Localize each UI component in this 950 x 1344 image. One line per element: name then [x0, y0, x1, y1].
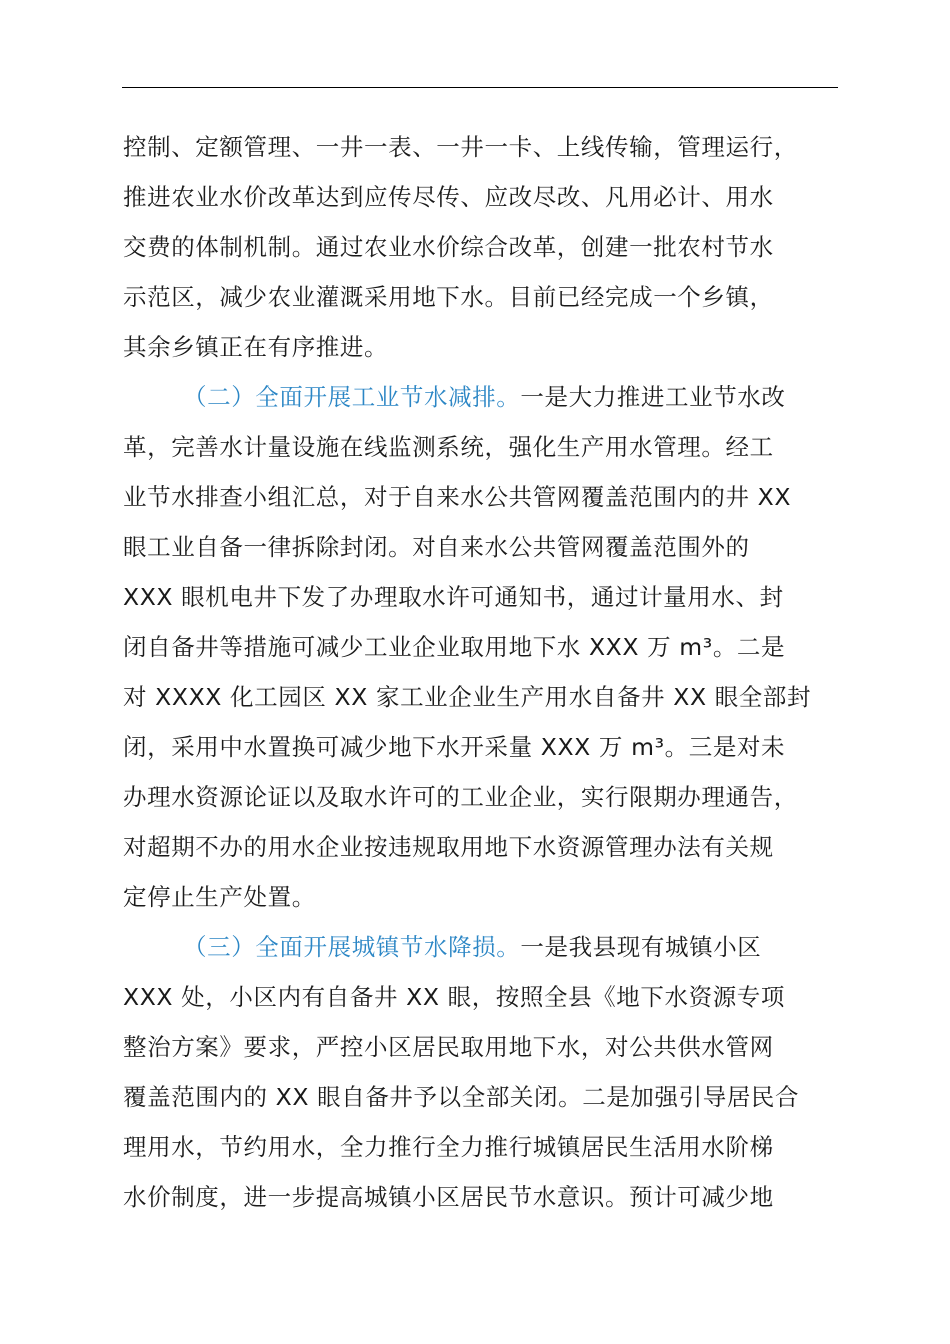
section-heading-industrial: （二）全面开展工业节水减排。 [183, 383, 521, 411]
text-line: 其余乡镇正在有序推进。 [123, 333, 389, 361]
text-line: 示范区，减少农业灌溉采用地下水。目前已经完成一个乡镇， [123, 283, 774, 311]
text-line: 水价制度，进一步提高城镇小区居民节水意识。预计可减少地 [123, 1183, 774, 1211]
text-line: 覆盖范围内的 XX 眼自备井予以全部关闭。二是加强引导居民合 [123, 1083, 800, 1111]
text-line: 整治方案》要求，严控小区居民取用地下水，对公共供水管网 [123, 1033, 774, 1061]
paragraph-agriculture-continuation [123, 126, 863, 376]
text-line: 推进农业水价改革达到应传尽传、应改尽改、凡用必计、用水 [123, 183, 774, 211]
text-line: 控制、定额管理、一井一表、一井一卡、上线传输，管理运行， [123, 133, 798, 161]
document-body [123, 126, 863, 1226]
text-run: 一是大力推进工业节水改 [520, 383, 786, 411]
text-line: 定停止生产处置。 [123, 883, 316, 911]
text-line: 革，完善水计量设施在线监测系统，强化生产用水管理。经工 [123, 433, 774, 461]
text-run: 一是我县现有城镇小区 [520, 933, 762, 961]
paragraph-industrial-water-saving [123, 376, 863, 926]
text-line: 闭，采用中水置换可减少地下水开采量 XXX 万 m³。三是对未 [123, 733, 786, 761]
text-line: 业节水排查小组汇总，对于自来水公共管网覆盖范围内的井 XX [123, 483, 792, 511]
text-line: XXX 处，小区内有自备井 XX 眼，按照全县《地下水资源专项 [123, 983, 786, 1011]
text-line: 眼工业自备一律拆除封闭。对自来水公共管网覆盖范围外的 [123, 533, 750, 561]
header-rule [122, 87, 838, 88]
section-heading-urban: （三）全面开展城镇节水降损。 [183, 933, 521, 961]
paragraph-urban-water-saving [123, 926, 863, 1226]
paragraph-first-line [123, 376, 863, 426]
text-line: 对 XXXX 化工园区 XX 家工业企业生产用水自备井 XX 眼全部封 [123, 683, 812, 711]
text-line: 交费的体制机制。通过农业水价综合改革，创建一批农村节水 [123, 233, 774, 261]
text-line: 理用水，节约用水，全力推行全力推行城镇居民生活用水阶梯 [123, 1133, 774, 1161]
text-line: 办理水资源论证以及取水许可的工业企业，实行限期办理通告， [123, 783, 798, 811]
text-line: 对超期不办的用水企业按违规取用地下水资源管理办法有关规 [123, 833, 774, 861]
paragraph-first-line [123, 926, 863, 976]
text-line: XXX 眼机电井下发了办理取水许可通知书，通过计量用水、封 [123, 583, 784, 611]
text-line: 闭自备井等措施可减少工业企业取用地下水 XXX 万 m³。二是 [123, 633, 786, 661]
